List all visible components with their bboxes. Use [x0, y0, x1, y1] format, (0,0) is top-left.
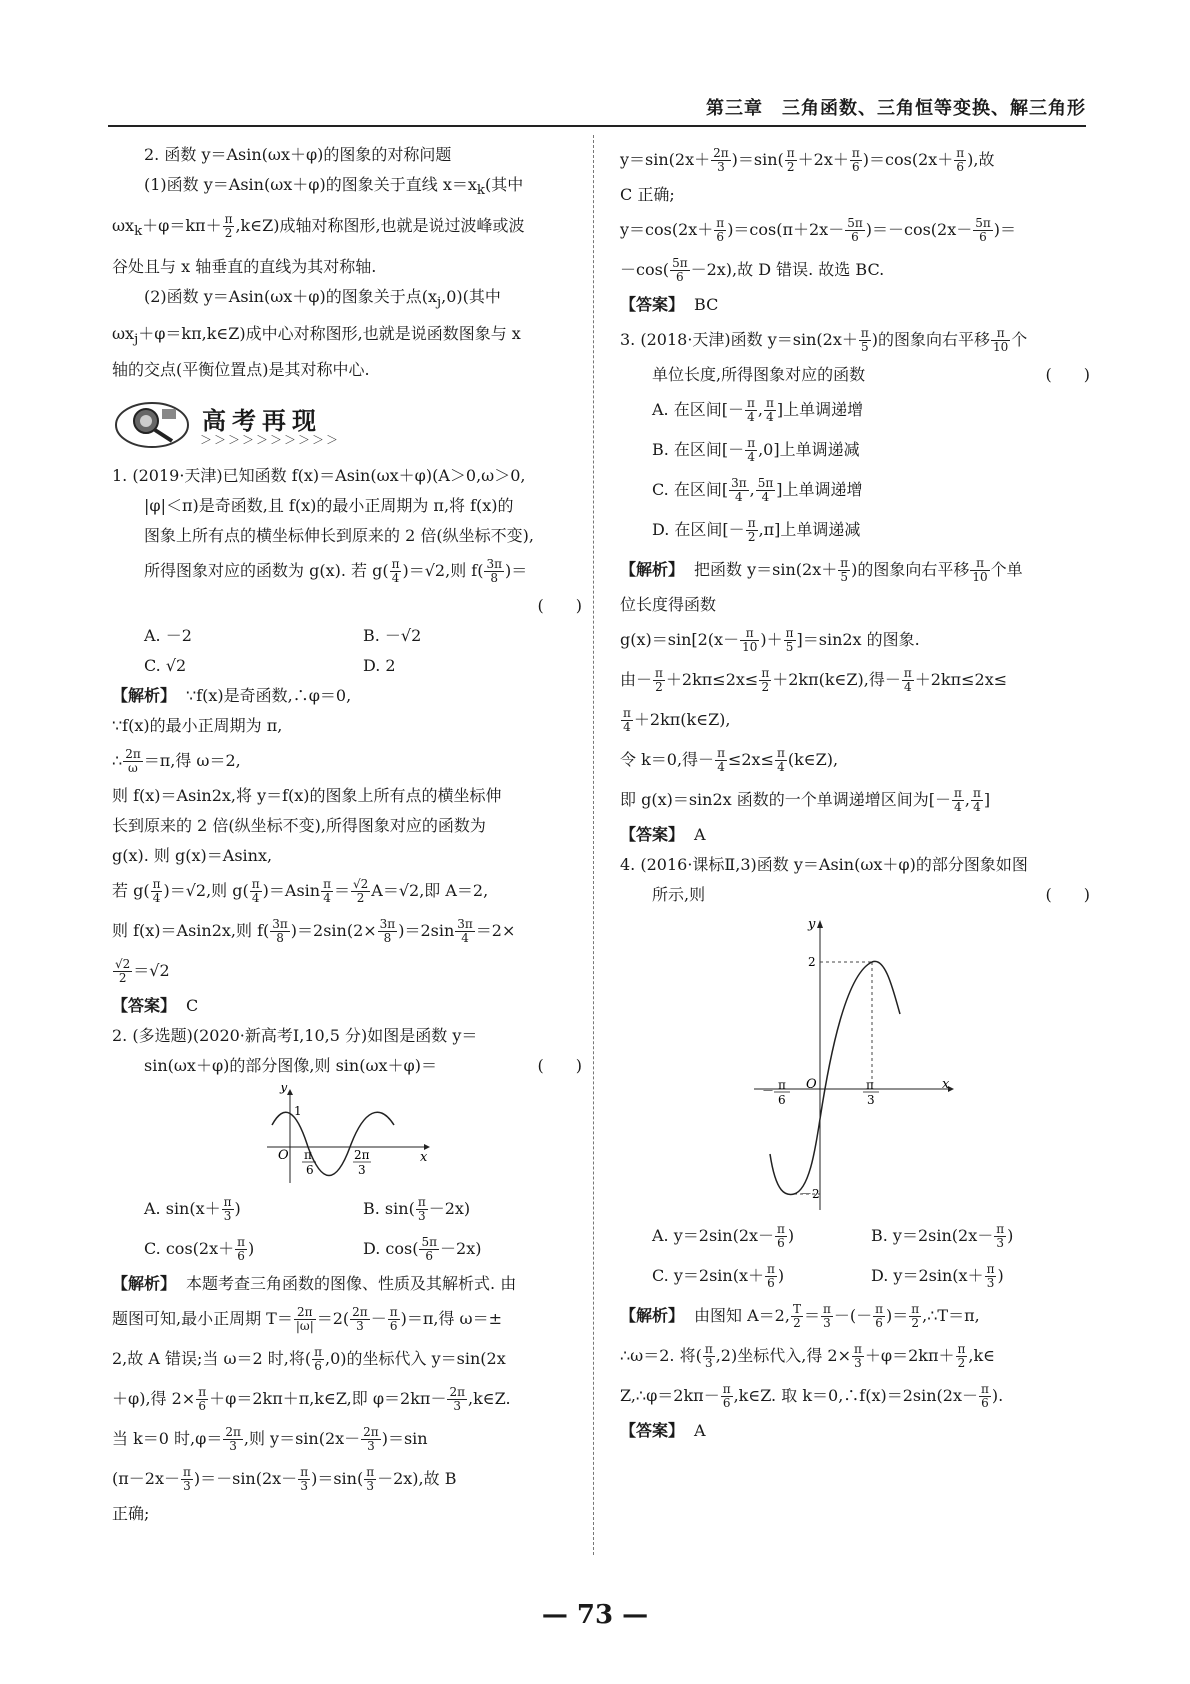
fraction: $\frac{\pi}{6}$: [766, 1262, 775, 1290]
right-column: [620, 140, 1090, 1446]
fraction: $\frac{\pi}{4}$: [776, 746, 785, 774]
q1-solution-5: 长到原来的 2 倍(纵坐标不变),所得图象对应的函数为: [112, 815, 486, 835]
symmetry-p1-line1: (1)函数 y＝Asin(ωx＋φ)的图象关于直线 $x=x_k$(其中: [144, 175, 524, 199]
q1-solution-8: 则 f(x)＝Asin2x,则 f( $\frac{3\pi}{8}$ )＝2sin(2× $\frac{3\pi}{8}$ )＝2sin $\frac{3\pi}{4}$ ＝2×: [112, 916, 516, 945]
q2-line2: sin(ωx＋φ)的部分图像,则 sin(ωx＋φ)＝ ( ): [112, 1051, 582, 1081]
origin-label: O: [806, 1077, 817, 1092]
option-a: A. －2: [144, 625, 192, 645]
q1-options-ab: [112, 621, 582, 651]
q2-cont-4: －cos( $\frac{5\pi}{6}$ －2x),故 D 错误. 故选 BC.: [620, 256, 885, 284]
fraction: $\frac{\pi}{4}$: [323, 876, 331, 905]
option-d: D. cos( $\frac{5\pi}{6}$ －2x): [363, 1234, 482, 1263]
fraction: $\frac{2\pi}{\omega}$: [125, 746, 141, 775]
fraction: $\frac{5\pi}{6}$: [672, 256, 688, 284]
y-tick-one: 1: [294, 1103, 302, 1118]
x-tick-pi6-den: 6: [306, 1162, 314, 1177]
fraction: $\frac{\pi}{3}$: [300, 1464, 309, 1493]
option-c: C. y＝2sin(x＋ $\frac{\pi}{6}$ ): [652, 1262, 785, 1290]
fraction: $\frac{\pi}{6}$: [389, 1304, 398, 1333]
q4-answer: 【答案】 A: [620, 1421, 706, 1440]
fraction: $\frac{√2}{2}$: [115, 956, 131, 985]
q1-solution-1: 【解析】 ∵f(x)是奇函数,∴φ＝0,: [112, 685, 352, 705]
q2-solution-7: 正确;: [112, 1503, 150, 1523]
q3-solution-4: 由－ $\frac{\pi}{2}$ ＋2kπ≤2x≤ $\frac{\pi}{2}$ ＋2kπ(k∈Z),得－ $\frac{\pi}{4}$ ＋2kπ≤2x≤: [620, 666, 1008, 694]
q3-solution-2: 位长度得函数: [620, 595, 717, 614]
symmetry-p1-line3: 谷处且与 x 轴垂直的直线为其对称轴.: [112, 257, 377, 277]
q2-solution-1: 【解析】 本题考查三角函数的图像、性质及其解析式. 由: [112, 1273, 517, 1293]
x-tick-pi3-num: π: [866, 1078, 874, 1092]
answer-tag: 【答案】: [620, 1421, 685, 1440]
fraction: $\frac{5\pi}{6}$: [847, 216, 863, 244]
fraction: $\frac{\pi}{6}$: [314, 1344, 323, 1373]
q2-cont-1: y＝sin(2x＋ $\frac{2\pi}{3}$ )＝sin( $\frac{\pi}{2}$ ＋2x＋ $\frac{\pi}{6}$ )＝cos(2x＋ $\frac{\pi}{6}$ ),故: [620, 146, 995, 174]
fraction: $\frac{\pi}{2}$: [761, 666, 770, 694]
option-d: D. 2: [363, 655, 396, 675]
fraction: $\frac{\pi}{6}$: [851, 146, 860, 174]
option-d: D. y＝2sin(x＋ $\frac{\pi}{3}$ ): [871, 1262, 1004, 1290]
y-tick-min: －2: [800, 1187, 820, 1201]
y-tick-max: 2: [808, 955, 816, 969]
q3-solution-3: g(x)＝sin[2(x－ $\frac{\pi}{10}$ )＋ $\frac{\pi}{5}$ ]＝sin2x 的图象.: [620, 626, 920, 654]
fraction: $\frac{\pi}{10}$: [993, 326, 1009, 354]
chapter-header: 第三章 三角函数、三角恒等变换、解三角形: [706, 98, 1086, 119]
q1-solution-2: ∵f(x)的最小正周期为 π,: [112, 715, 283, 735]
sine-curve: [770, 961, 900, 1194]
fraction: $\frac{\pi}{6}$: [722, 1382, 731, 1410]
page-number: — 73 —: [541, 1600, 649, 1630]
option-a: A. y＝2sin(2x－ $\frac{\pi}{6}$ ): [652, 1222, 795, 1250]
fraction: $\frac{\pi}{2}$: [786, 146, 795, 174]
q2-answer: 【答案】 BC: [620, 295, 719, 314]
fraction: $\frac{3\pi}{4}$: [731, 476, 747, 504]
fraction: $\frac{\pi}{4}$: [623, 706, 631, 734]
answer-tag: 【答案】: [112, 995, 177, 1015]
q1-solution-7: 若 g( $\frac{\pi}{4}$ )＝√2,则 g( $\frac{\pi}{4}$ )＝Asin $\frac{\pi}{4}$ ＝ $\frac{√2}{2}$ A＝√2,即 A＝2,: [112, 876, 489, 905]
answer-blank: ( ): [537, 1055, 582, 1075]
fraction: $\frac{\pi}{4}$: [747, 436, 756, 464]
fraction: $\frac{3\pi}{8}$: [486, 556, 502, 585]
symmetry-p1-line2: $\omega x_k+\varphi=k\pi+$ $\frac{\pi}{2}$ ,k∈Z)成轴对称图形,也就是说过波峰或波: [112, 212, 525, 241]
q2-solution-3: 2,故 A 错误;当 ω＝2 时,将( $\frac{\pi}{6}$ ,0)的坐标代入 y＝sin(2x: [112, 1344, 506, 1373]
fraction: $\frac{\pi}{4}$: [391, 556, 400, 585]
option-c: C. √2: [144, 655, 187, 675]
fraction: $\frac{\pi}{3}$: [996, 1222, 1005, 1250]
fraction: $\frac{\pi}{3}$: [704, 1342, 713, 1370]
y-axis-arrow-icon: [817, 920, 823, 928]
x-axis-label: x: [942, 1077, 950, 1092]
fraction: $\frac{T}{2}$: [792, 1302, 801, 1330]
q2-cont-3: y＝cos(2x＋ $\frac{\pi}{6}$ )＝cos(π＋2x－ $\frac{5\pi}{6}$ )＝－cos(2x－ $\frac{5\pi}{6}$ )＝: [620, 216, 1017, 244]
x-tick-pi6-num: π: [778, 1078, 786, 1092]
origin-label: O: [278, 1147, 289, 1163]
q1-solution-6: g(x). 则 g(x)＝Asinx,: [112, 845, 273, 865]
x-tick-2pi3-den: 3: [358, 1162, 366, 1177]
x-tick-pi6-den: 6: [778, 1093, 786, 1107]
header-rule: [108, 125, 1086, 127]
fraction: $\frac{2\pi}{3}$: [352, 1304, 368, 1333]
q4-options-cd: [620, 1256, 1090, 1296]
answer-tag: 【答案】: [620, 295, 685, 314]
q1-options-cd: [112, 651, 582, 681]
q1-answer: 【答案】 C: [112, 995, 199, 1015]
fraction: $\frac{\pi}{6}$: [716, 216, 725, 244]
q1-line2: |φ|＜π)是奇函数,且 f(x)的最小正周期为 π,将 f(x)的: [144, 495, 514, 515]
q1-line3: 图象上所有点的横坐标伸长到原来的 2 倍(纵坐标不变),: [144, 525, 534, 545]
option-b: B. y＝2sin(2x－ $\frac{\pi}{3}$ ): [871, 1222, 1014, 1250]
q2-line1: 2. (多选题)(2020·新高考Ⅰ,10,5 分)如图是函数 y＝: [112, 1025, 478, 1045]
answer-blank: ( ): [1045, 365, 1090, 384]
q4-line1: 4. (2016·课标Ⅱ,3)函数 y＝Asin(ωx＋φ)的部分图象如图: [620, 855, 1028, 874]
q3-solution-1: 【解析】 把函数 y＝sin(2x＋ $\frac{\pi}{5}$ )的图象向右平移 $\frac{\pi}{10}$ 个单: [620, 556, 1023, 584]
answer-blank: ( ): [537, 595, 582, 615]
fraction: $\frac{5\pi}{4}$: [757, 476, 774, 504]
fraction: $\frac{3\pi}{8}$: [379, 916, 396, 945]
solution-tag: 【解析】: [620, 560, 685, 579]
symmetry-p2-line3: 轴的交点(平衡位置点)是其对称中心.: [112, 359, 370, 379]
fraction: $\frac{\pi}{5}$: [840, 556, 849, 584]
q3-option-b: B. 在区间[－ $\frac{\pi}{4}$ ,0]上单调递减: [652, 436, 860, 464]
q1-solution-9: $\frac{√2}{2}$ ＝√2: [115, 956, 170, 985]
fraction: $\frac{\pi}{2}$: [957, 1342, 966, 1370]
fraction: $\frac{\pi}{6}$: [956, 146, 965, 174]
fraction: $\frac{\pi}{4}$: [152, 876, 161, 905]
fraction: $\frac{2\pi}{3}$: [225, 1424, 241, 1453]
fraction: $\frac{\pi}{4}$: [746, 396, 755, 424]
column-divider: [593, 135, 594, 1555]
option-b: B. －√2: [363, 625, 422, 645]
q4-solution-3: Z,∴φ＝2kπ－ $\frac{\pi}{6}$ ,k∈Z. 取 k＝0,∴f(x)＝2sin(2x－ $\frac{\pi}{6}$ ).: [620, 1382, 1004, 1410]
fraction: $\frac{3\pi}{8}$: [272, 916, 288, 945]
fraction: $\frac{\pi}{4}$: [717, 746, 725, 774]
fraction: $\frac{\pi}{4}$: [251, 876, 260, 905]
fraction: $\frac{\pi}{4}$: [765, 396, 774, 424]
q3-solution-6: 令 k＝0,得－ $\frac{\pi}{4}$ ≤2x≤ $\frac{\pi}{4}$ (k∈Z),: [620, 746, 839, 774]
q3-line2: 单位长度,所得图象对应的函数 ( ): [620, 360, 1090, 390]
q2-solution-2: 题图可知,最小正周期 T＝ $\frac{2\pi}{|\omega|}$ ＝2( $\frac{2\pi}{3}$ － $\frac{\pi}{6}$ )＝π,得 ω＝±: [112, 1304, 502, 1333]
fraction: $\frac{5\pi}{6}$: [975, 216, 991, 244]
q3-line1: 3. (2018·天津)函数 y＝sin(2x＋ $\frac{\pi}{5}$ )的图象向右平移 $\frac{\pi}{10}$ 个: [620, 326, 1028, 354]
fraction: $\frac{\pi}{3}$: [223, 1194, 232, 1223]
q1-solution-4: 则 f(x)＝Asin2x,将 y＝f(x)的图象上所有点的横坐标伸: [112, 785, 502, 805]
q2-solution-4: ＋φ),得 2× $\frac{\pi}{6}$ ＋φ＝2kπ＋π,k∈Z,即 φ＝2kπ－ $\frac{2\pi}{3}$ ,k∈Z.: [112, 1384, 511, 1413]
fraction: $\frac{\pi}{10}$: [742, 626, 758, 654]
q3-solution-7: 即 g(x)＝sin2x 函数的一个单调递增区间为[－ $\frac{\pi}{4}$ , $\frac{\pi}{4}$ ]: [620, 786, 991, 814]
fraction: $\frac{\pi}{4}$: [903, 666, 912, 694]
q3-answer: 【答案】 A: [620, 825, 706, 844]
section-arrows: ＞＞＞＞＞＞＞＞＞＞: [200, 432, 341, 447]
fraction: $\frac{3\pi}{4}$: [457, 916, 473, 945]
q2-solution-5: 当 k＝0 时,φ＝ $\frac{2\pi}{3}$ ,则 y＝sin(2x－ $\frac{2\pi}{3}$ )＝sin: [112, 1424, 428, 1453]
q4-sine-graph: [750, 914, 960, 1212]
fraction: $\frac{\pi}{6}$: [777, 1222, 785, 1250]
fraction: $\frac{2\pi}{|\omega|}$: [295, 1304, 314, 1333]
fraction: $\frac{\pi}{4}$: [973, 786, 981, 814]
x-tick-neg-sign: －: [762, 1084, 775, 1098]
q1-line1: 1. (2019·天津)已知函数 f(x)＝Asin(ωx＋φ)(A＞0,ω＞0,: [112, 465, 526, 485]
fraction: $\frac{\pi}{5}$: [860, 326, 869, 354]
x-tick-pi6-num: π: [304, 1147, 312, 1162]
q3-option-d: D. 在区间[－ $\frac{\pi}{2}$ ,π]上单调递减: [652, 516, 861, 544]
fraction: $\frac{\pi}{3}$: [182, 1464, 191, 1493]
solution-tag: 【解析】: [620, 1306, 685, 1325]
q1-line4: 所得图象对应的函数为 g(x). 若 g( $\frac{\pi}{4}$ )＝√2,则 f( $\frac{3\pi}{8}$ )＝: [144, 556, 528, 585]
fraction: $\frac{\pi}{3}$: [366, 1464, 375, 1493]
y-axis-label: y: [808, 917, 816, 932]
q3-option-a: A. 在区间[－ $\frac{\pi}{4}$ , $\frac{\pi}{4}$ ]上单调递增: [652, 396, 864, 424]
option-a: A. sin(x＋ $\frac{\pi}{3}$ ): [144, 1194, 241, 1223]
fraction: $\frac{\pi}{10}$: [972, 556, 988, 584]
y-axis-arrow-icon: [287, 1089, 293, 1095]
option-b: B. sin( $\frac{\pi}{3}$ －2x): [363, 1194, 471, 1223]
fraction: $\frac{\pi}{2}$: [224, 212, 233, 241]
symmetry-p2-line2: $\omega x_j+\varphi=k\pi,k\in Z$)成中心对称图形,也就是说函数图象与 x: [112, 323, 521, 347]
q2-options-ab: [112, 1189, 582, 1229]
symmetry-p2-line1: (2)函数 y＝Asin(ωx＋φ)的图象关于点$(x_j,0)$(其中: [144, 287, 501, 311]
section-title: 高考再现: [202, 406, 322, 435]
q4-line2: 所示,则 ( ): [620, 880, 1090, 910]
fraction: $\frac{\pi}{3}$: [417, 1194, 426, 1223]
symmetry-title: 2. 函数 y＝Asin(ωx＋φ)的图象的对称问题: [144, 145, 452, 164]
fraction: $\frac{\pi}{5}$: [785, 626, 794, 654]
option-c: C. cos(2x＋ $\frac{\pi}{6}$ ): [144, 1234, 255, 1263]
x-tick-pi3-den: 3: [867, 1093, 875, 1107]
x-axis-label: x: [420, 1149, 428, 1165]
answer-tag: 【答案】: [620, 825, 685, 844]
q2-cont-2: C 正确;: [620, 185, 675, 204]
magnifier-badge-icon: [112, 395, 194, 451]
q1-paren-line: [112, 591, 582, 621]
fraction: $\frac{2\pi}{3}$: [449, 1384, 465, 1413]
q2-options-cd: [112, 1229, 582, 1269]
answer-blank: ( ): [1045, 885, 1090, 904]
fraction: $\frac{2\pi}{3}$: [363, 1424, 379, 1453]
fraction: $\frac{\pi}{3}$: [822, 1302, 831, 1330]
solution-tag: 【解析】: [112, 1273, 177, 1293]
fraction: $\frac{\pi}{2}$: [655, 666, 663, 694]
fraction: $\frac{\pi}{3}$: [986, 1262, 995, 1290]
fraction: $\frac{\pi}{3}$: [854, 1342, 862, 1370]
left-column: [112, 140, 582, 1529]
q3-solution-5: $\frac{\pi}{4}$ ＋2kπ(k∈Z),: [623, 706, 731, 734]
q2-sine-graph: [262, 1085, 432, 1185]
q4-options-ab: [620, 1216, 1090, 1256]
fraction: $\frac{\pi}{4}$: [954, 786, 962, 814]
q4-solution-1: 【解析】 由图知 A＝2, $\frac{T}{2}$ ＝ $\frac{\pi}{3}$ －(－ $\frac{\pi}{6}$ )＝ $\frac{\pi}{2}$ ,∴T＝π,: [620, 1302, 980, 1330]
fraction: $\frac{√2}{2}$: [352, 876, 369, 905]
x-tick-2pi3-num: 2π: [354, 1147, 370, 1162]
q1-solution-3: ∴ $\frac{2\pi}{\omega}$ ＝π,得 ω＝2,: [112, 746, 241, 775]
solution-tag: 【解析】: [112, 685, 177, 705]
fraction: $\frac{\pi}{2}$: [911, 1302, 920, 1330]
fraction: $\frac{\pi}{6}$: [198, 1384, 207, 1413]
fraction: $\frac{\pi}{6}$: [237, 1234, 245, 1263]
fraction: $\frac{2\pi}{3}$: [713, 146, 729, 174]
q3-option-c: C. 在区间[ $\frac{3\pi}{4}$ , $\frac{5\pi}{4}$ ]上单调递增: [652, 476, 863, 504]
fraction: $\frac{5\pi}{6}$: [421, 1234, 438, 1263]
fraction: $\frac{\pi}{6}$: [980, 1382, 989, 1410]
fraction: $\frac{\pi}{2}$: [747, 516, 756, 544]
section-banner: [112, 393, 582, 455]
y-axis-label: y: [280, 1084, 288, 1095]
q2-solution-6: (π－2x－ $\frac{\pi}{3}$ )＝－sin(2x－ $\frac{\pi}{3}$ )＝sin( $\frac{\pi}{3}$ －2x),故 B: [112, 1464, 457, 1493]
fraction: $\frac{\pi}{6}$: [875, 1302, 883, 1330]
q4-solution-2: ∴ω＝2. 将( $\frac{\pi}{3}$ ,2)坐标代入,得 2× $\frac{\pi}{3}$ ＋φ＝2kπ＋ $\frac{\pi}{2}$ ,k∈: [620, 1342, 996, 1370]
